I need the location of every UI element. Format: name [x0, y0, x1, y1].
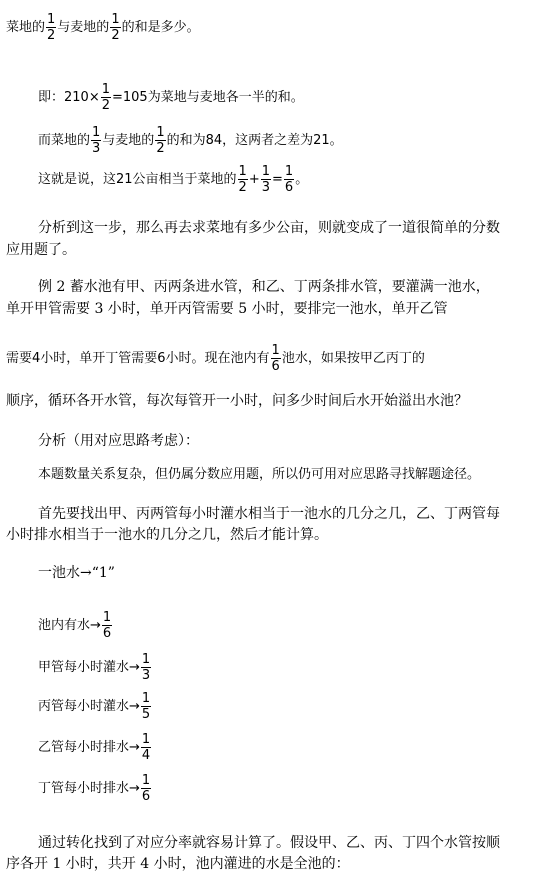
example-line: 单开甲管需要 3 小时，单开丙管需要 5 小时，要排完一池水，单开乙管: [6, 301, 448, 317]
denominator: 4: [141, 748, 151, 763]
denominator: 3: [261, 180, 271, 195]
item-label: 乙管每小时排水→: [38, 740, 140, 755]
numerator: 1: [111, 12, 120, 27]
numerator: 1: [141, 773, 151, 788]
numerator: 1: [102, 610, 112, 625]
item-label: 池内有水→: [38, 618, 101, 633]
text: =105为菜地与麦地各一半的和。: [112, 90, 304, 105]
numerator: 1: [271, 343, 280, 358]
text: 而菜地的: [38, 133, 91, 148]
analysis-paragraph-line: 分析到这一步，那么再去求菜地有多少公亩，则就变成了一道很简单的分数: [38, 220, 500, 236]
denominator: 3: [92, 141, 101, 156]
numerator: 1: [141, 652, 151, 667]
calc-line-half: [38, 82, 304, 113]
mapping-item: [38, 691, 152, 722]
fraction: [141, 691, 151, 722]
text: 需要4小时，单开丁管需要6小时。现在池内有: [6, 351, 270, 366]
numerator: 1: [238, 164, 247, 179]
numerator: 1: [284, 164, 294, 179]
text: +: [248, 172, 260, 187]
text: =: [272, 172, 283, 187]
fraction: [155, 125, 165, 156]
text: 菜地的: [6, 20, 46, 35]
numerator: 1: [141, 732, 151, 747]
pool-mapping: 一池水→“1”: [38, 565, 115, 581]
fraction: [141, 732, 151, 763]
question-line: [6, 12, 200, 43]
fraction: [284, 164, 294, 195]
example-line: 例 2 蓄水池有甲、丙两条进水管，和乙、丁两条排水管，要灌满一池水，: [38, 279, 490, 295]
denominator: 2: [101, 98, 110, 113]
numerator: 1: [47, 12, 56, 27]
text: 。: [295, 172, 309, 187]
numerator: 1: [156, 125, 165, 140]
fraction: [101, 82, 111, 113]
denominator: 6: [284, 180, 294, 195]
text: 的和为84，这两者之差为21。: [166, 133, 343, 148]
analysis-text: 本题数量关系复杂，但仍属分数应用题，所以仍可用对应思路寻找解题途径。: [38, 467, 481, 482]
denominator: 6: [102, 626, 112, 641]
denominator: 5: [141, 707, 151, 722]
numerator: 1: [141, 691, 151, 706]
text: 池水，如果按甲乙丙丁的: [281, 351, 425, 366]
analysis-paragraph-line: 应用题了。: [6, 242, 76, 258]
example-line: [6, 343, 425, 374]
text: 与麦地的: [102, 133, 155, 148]
item-label: 丁管每小时排水→: [38, 781, 140, 796]
text: 的和是多少。: [121, 20, 200, 35]
calc-line-conclusion: [38, 164, 308, 195]
mapping-item: [38, 773, 152, 804]
paragraph-line: 小时排水相当于一池水的几分之几，然后才能计算。: [6, 527, 328, 543]
fraction: [238, 164, 248, 195]
denominator: 2: [156, 141, 165, 156]
denominator: 2: [111, 28, 120, 43]
numerator: 1: [261, 164, 271, 179]
fraction: [141, 773, 151, 804]
denominator: 3: [141, 668, 151, 683]
fraction: [271, 343, 281, 374]
fraction: [46, 12, 56, 43]
fraction: [91, 125, 101, 156]
text: 这就是说，这21公亩相当于菜地的: [38, 172, 237, 187]
denominator: 2: [238, 180, 247, 195]
item-label: 丙管每小时灌水→: [38, 699, 140, 714]
mapping-item: [38, 652, 152, 683]
denominator: 2: [47, 28, 56, 43]
numerator: 1: [101, 82, 110, 97]
mapping-item: [38, 610, 113, 641]
fraction: [102, 610, 112, 641]
paragraph-line: 通过转化找到了对应分率就容易计算了。假设甲、乙、丙、丁四个水管按顺: [38, 835, 500, 851]
paragraph-line: 序各开 1 小时，共开 4 小时，池内灌进的水是全池的：: [6, 856, 350, 872]
text: 即：210×: [38, 90, 100, 105]
analysis-heading: 分析（用对应思路考虑）：: [38, 433, 199, 449]
mapping-item: [38, 732, 152, 763]
fraction: [141, 652, 151, 683]
numerator: 1: [92, 125, 101, 140]
text: 与麦地的: [57, 20, 110, 35]
paragraph-line: 首先要找出甲、丙两管每小时灌水相当于一池水的几分之几，乙、丁两管每: [38, 506, 500, 522]
calc-line-sum: [38, 125, 343, 156]
example-line: 顺序，循环各开水管，每次每管开一小时，问多少时间后水开始溢出水池？: [6, 393, 468, 409]
item-label: 甲管每小时灌水→: [38, 660, 140, 675]
fraction: [110, 12, 120, 43]
denominator: 6: [271, 359, 280, 374]
fraction: [261, 164, 271, 195]
denominator: 6: [141, 789, 151, 804]
